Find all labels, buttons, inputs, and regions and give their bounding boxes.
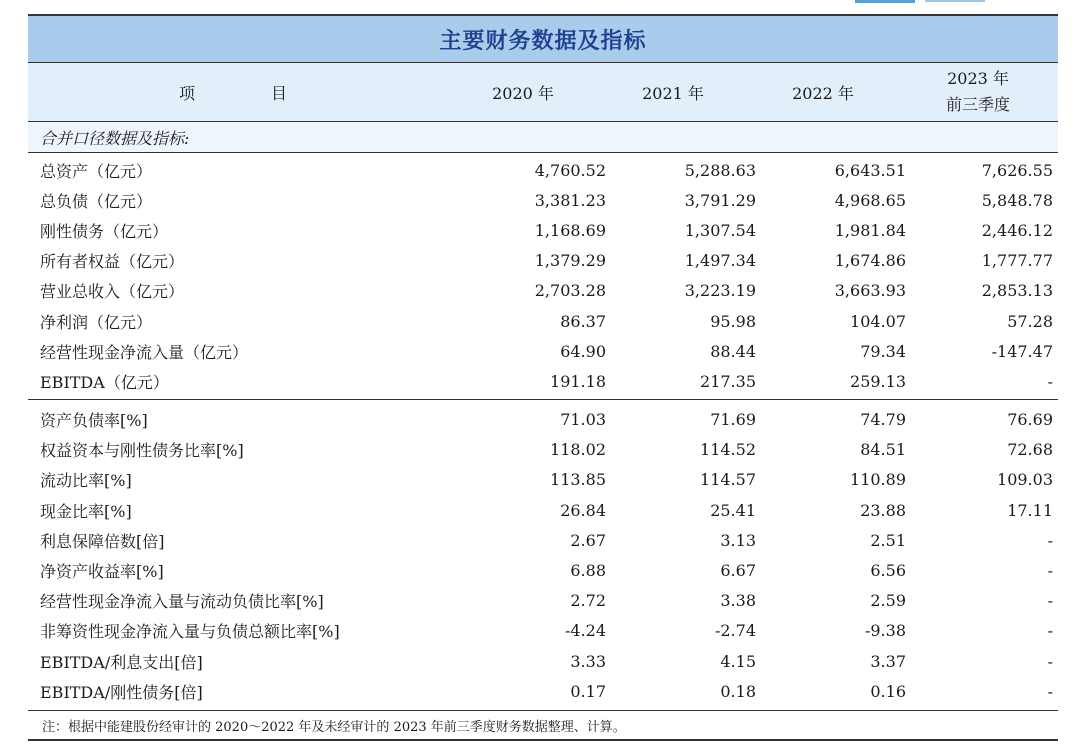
value-2022: 74.79 [860, 410, 906, 430]
value-2020: 191.18 [550, 371, 606, 391]
table-row [28, 465, 1058, 495]
value-2021: 0.18 [720, 681, 756, 701]
section-label: 合并口径数据及指标: [28, 122, 1058, 153]
value-2020: 1,168.69 [534, 220, 606, 240]
header-2020: 2020 年 [492, 83, 554, 103]
table-header [28, 63, 1058, 122]
value-2021: 3.13 [720, 530, 756, 550]
value-2021: 25.41 [710, 500, 756, 520]
value-2023: 1,777.77 [981, 251, 1053, 271]
row-label: EBITDA/利息支出[倍] [40, 652, 203, 672]
value-2023: 72.68 [1007, 440, 1053, 460]
decoration-bar [855, 0, 915, 3]
value-2023: - [1047, 681, 1053, 701]
row-label: 总资产（亿元） [40, 161, 153, 181]
value-2022: -9.38 [864, 621, 906, 641]
header-item: 项 目 [178, 83, 317, 103]
value-2023: - [1047, 371, 1053, 391]
value-2022: 3.37 [870, 651, 906, 671]
value-2021: 114.52 [700, 440, 756, 460]
row-label: 经营性现金净流入量（亿元） [40, 342, 249, 362]
table-row [28, 366, 1058, 396]
table-row [28, 435, 1058, 465]
value-2023: 2,446.12 [981, 220, 1053, 240]
value-2021: 88.44 [710, 341, 756, 361]
value-2021: 3,223.19 [684, 281, 756, 301]
row-label: 所有者权益（亿元） [40, 252, 185, 272]
value-2023: - [1047, 530, 1053, 550]
group-amounts [28, 153, 1058, 397]
header-2022: 2022 年 [792, 83, 854, 103]
value-2021: 1,497.34 [684, 251, 756, 271]
row-label: 利息保障倍数[倍] [40, 531, 165, 551]
value-2021: 5,288.63 [684, 160, 756, 180]
header-2021: 2021 年 [642, 83, 704, 103]
value-2020: 2.67 [570, 530, 606, 550]
value-2022: 84.51 [860, 440, 906, 460]
value-2021: 6.67 [720, 561, 756, 581]
value-2022: 0.16 [870, 681, 906, 701]
value-2020: 2.72 [570, 591, 606, 611]
value-2022: 6,643.51 [834, 160, 906, 180]
value-2022: 259.13 [850, 371, 906, 391]
table-row [28, 555, 1058, 585]
value-2021: 95.98 [710, 311, 756, 331]
value-2022: 4,968.65 [834, 190, 906, 210]
table-row [28, 405, 1058, 435]
value-2021: 3,791.29 [684, 190, 756, 210]
value-2020: -4.24 [564, 621, 606, 641]
row-label: 净利润（亿元） [40, 312, 153, 332]
header-2023 [898, 66, 1058, 118]
value-2022: 104.07 [850, 311, 906, 331]
value-2022: 3,663.93 [834, 281, 906, 301]
header-2023-year: 2023 年 [947, 69, 1009, 88]
row-label: 总负债（亿元） [40, 191, 153, 211]
group-ratios [28, 403, 1058, 707]
value-2022: 1,674.86 [834, 251, 906, 271]
table-row [28, 616, 1058, 646]
row-label: 现金比率[%] [40, 501, 132, 521]
table-row [28, 246, 1058, 276]
value-2020: 118.02 [550, 440, 606, 460]
value-2020: 4,760.52 [534, 160, 606, 180]
value-2023: - [1047, 651, 1053, 671]
value-2022: 110.89 [850, 470, 906, 490]
value-2022: 23.88 [860, 500, 906, 520]
table-row [28, 306, 1058, 336]
value-2023: 5,848.78 [981, 190, 1053, 210]
table-row [28, 185, 1058, 215]
value-2022: 2.51 [870, 530, 906, 550]
value-2023: - [1047, 561, 1053, 581]
row-label: 非筹资性现金净流入量与负债总额比率[%] [40, 622, 340, 642]
group-divider [28, 399, 1058, 400]
row-label: 流动比率[%] [40, 471, 132, 491]
table-row [28, 646, 1058, 676]
value-2020: 113.85 [550, 470, 606, 490]
value-2022: 6.56 [870, 561, 906, 581]
value-2023: - [1047, 621, 1053, 641]
corner-decoration [855, 0, 1005, 4]
value-2022: 2.59 [870, 591, 906, 611]
row-label: EBITDA（亿元） [40, 372, 169, 392]
value-2022: 1,981.84 [834, 220, 906, 240]
table-row [28, 155, 1058, 185]
value-2020: 26.84 [560, 500, 606, 520]
table-row [28, 676, 1058, 706]
value-2023: 109.03 [997, 470, 1053, 490]
row-label: 权益资本与刚性债务比率[%] [40, 441, 244, 461]
value-2023: 2,853.13 [981, 281, 1053, 301]
table-row [28, 525, 1058, 555]
table-row [28, 495, 1058, 525]
value-2023: 7,626.55 [981, 160, 1053, 180]
value-2021: -2.74 [714, 621, 756, 641]
table-row [28, 336, 1058, 366]
table-row [28, 276, 1058, 306]
row-label: 经营性现金净流入量与流动负债比率[%] [40, 592, 324, 612]
value-2021: 114.57 [700, 470, 756, 490]
footnote: 注：根据中能建股份经审计的 2020～2022 年及未经审计的 2023 年前三季度财务数据整理、计算。 [28, 710, 1058, 741]
value-2021: 4.15 [720, 651, 756, 671]
value-2020: 1,379.29 [534, 251, 606, 271]
value-2023: - [1047, 591, 1053, 611]
financial-table [28, 14, 1058, 741]
value-2020: 64.90 [560, 341, 606, 361]
table-row [28, 215, 1058, 245]
value-2021: 1,307.54 [684, 220, 756, 240]
value-2020: 3,381.23 [534, 190, 606, 210]
value-2021: 3.38 [720, 591, 756, 611]
value-2023: 17.11 [1007, 500, 1053, 520]
value-2020: 6.88 [570, 561, 606, 581]
header-2023-period: 前三季度 [945, 95, 1010, 114]
value-2020: 2,703.28 [534, 281, 606, 301]
table-row [28, 586, 1058, 616]
value-2021: 217.35 [700, 371, 756, 391]
row-label: 资产负债率[%] [40, 411, 148, 431]
value-2020: 3.33 [570, 651, 606, 671]
row-label: 营业总收入（亿元） [40, 282, 185, 302]
row-label: 净资产收益率[%] [40, 562, 164, 582]
value-2021: 71.69 [710, 410, 756, 430]
table-title: 主要财务数据及指标 [28, 14, 1058, 63]
value-2022: 79.34 [860, 341, 906, 361]
value-2023: 57.28 [1007, 311, 1053, 331]
row-label: 刚性债务（亿元） [40, 221, 169, 241]
value-2020: 86.37 [560, 311, 606, 331]
decoration-bar [925, 0, 985, 2]
row-label: EBITDA/刚性债务[倍] [40, 682, 203, 702]
value-2020: 71.03 [560, 410, 606, 430]
value-2023: 76.69 [1007, 410, 1053, 430]
value-2023: -147.47 [991, 341, 1053, 361]
value-2020: 0.17 [570, 681, 606, 701]
